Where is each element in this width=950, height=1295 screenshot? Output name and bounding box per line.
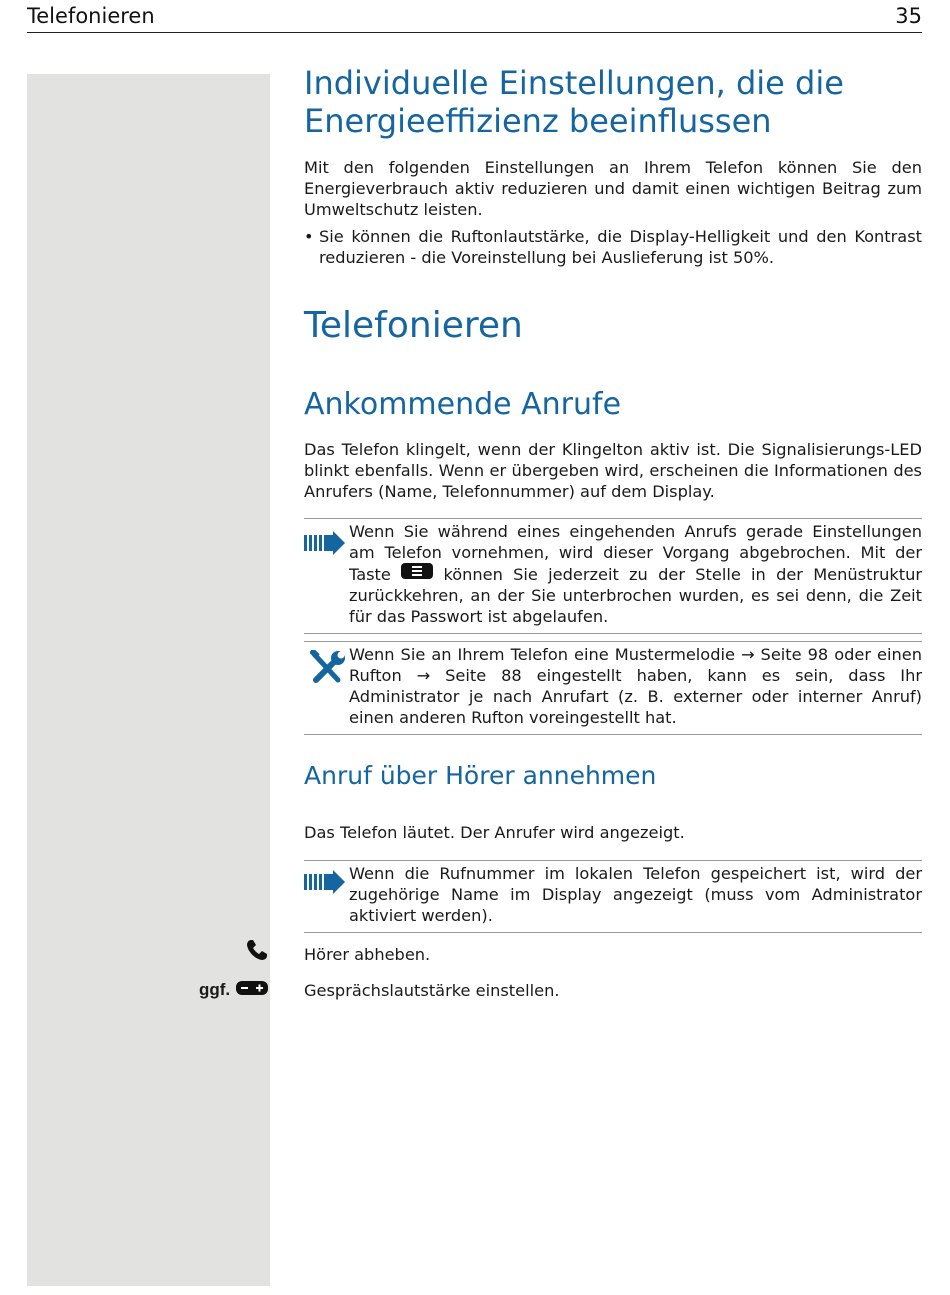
menu-key-icon	[401, 563, 433, 579]
note-settings-abort-text: Wenn Sie während eines eingehenden Anrufs gerade Einstellungen am Telefon vornehmen, wird dieser Vorgang abgebrochen. Mit der Taste können Sie jederzeit zu der Stelle in der Menüstruktur zurückkehren, an der Sie unterbrochen wurden, es sei denn, die Zeit für das Passwort ist abgelaufen.	[349, 522, 922, 626]
step-lift-handset: Hörer abheben.	[304, 945, 431, 964]
arrow-right-icon	[304, 870, 346, 898]
energy-bullet-text: Sie können die Ruftonlautstärke, die Display-Helligkeit und den Kontrast reduzieren - die Voreinstellung bei Auslieferung ist 50%.	[319, 227, 922, 267]
note-box-stored-name	[304, 860, 922, 933]
arrow-right-icon	[304, 531, 346, 559]
energy-paragraph: Mit den folgenden Einstellungen an Ihrem Telefon können Sie den Energieverbrauch aktiv reduzieren und damit einen wichtigen Beitrag zum Umweltschutz leisten.	[304, 158, 922, 219]
incoming-calls-paragraph: Das Telefon klingelt, wenn der Klingelton aktiv ist. Die Signalisierungs-LED blinkt ebenfalls. Wenn er übergeben wird, erscheinen die Informationen des Anrufers (Name, Telefonnummer) auf dem Display.	[304, 440, 922, 501]
section-energy	[304, 64, 922, 268]
section-heading-answer-handset: Anruf über Hörer annehmen	[304, 761, 657, 790]
page-number: 35	[895, 4, 922, 28]
note-box-ringtone-admin	[304, 641, 922, 735]
energy-bullet	[304, 226, 922, 268]
volume-key-icon	[236, 980, 268, 999]
handset-icon	[245, 938, 269, 966]
step-adjust-volume: Gesprächslautstärke einstellen.	[304, 981, 560, 1000]
chapter-title: Telefonieren	[304, 305, 523, 346]
margin-column	[27, 74, 270, 1286]
section-heading-incoming-calls: Ankommende Anrufe	[304, 387, 622, 422]
section-heading-energy: Individuelle Einstellungen, die die Energieeffizienz beeinflussen	[304, 64, 844, 140]
running-header-title: Telefonieren	[27, 4, 155, 28]
header-divider	[27, 32, 922, 33]
bullet-marker: •	[304, 227, 314, 246]
answer-handset-paragraph: Das Telefon läutet. Der Anrufer wird angezeigt.	[304, 823, 685, 842]
note-stored-name-text: Wenn die Rufnummer im lokalen Telefon gespeichert ist, wird der zugehörige Name im Display angezeigt (muss vom Administrator aktiviert werden).	[349, 864, 922, 925]
optional-label: ggf.	[199, 980, 231, 999]
note-box-settings-abort	[304, 518, 922, 634]
wrench-screwdriver-icon	[310, 650, 352, 690]
note-ringtone-admin-text: Wenn Sie an Ihrem Telefon eine Mustermelodie → Seite 98 oder einen Rufton → Seite 88 eingestellt haben, kann es sein, dass Ihr Administrator je nach Anrufart (z. B. externer oder interner Anruf) einen anderen Rufton voreingestellt hat.	[349, 645, 922, 727]
